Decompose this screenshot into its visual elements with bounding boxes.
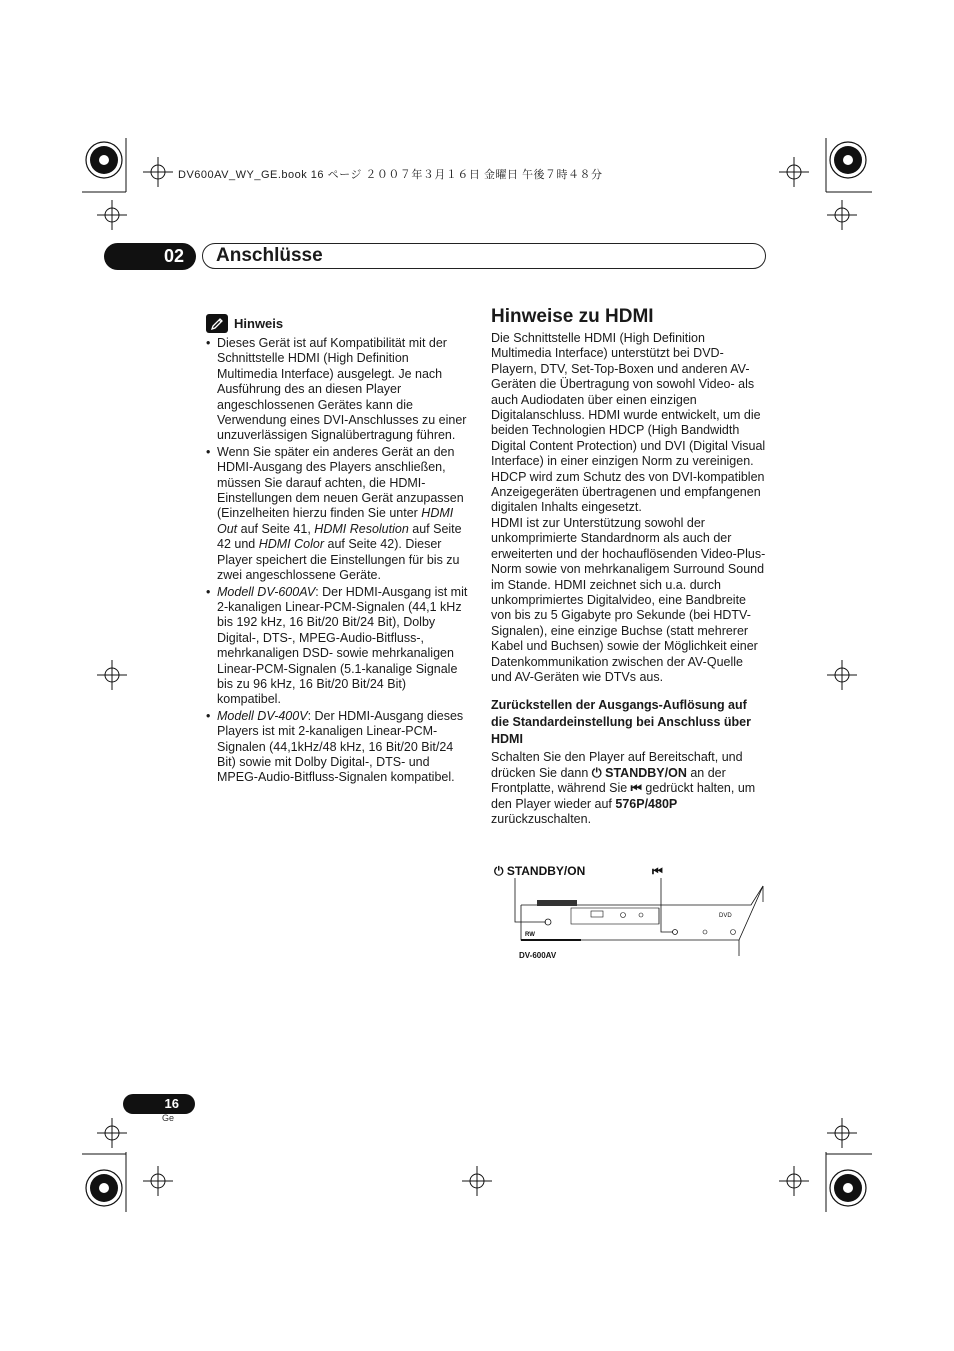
section-title: Hinweise zu HDMI xyxy=(491,306,654,327)
registration-mark-bottom-right xyxy=(812,1152,892,1232)
page-language: Ge xyxy=(162,1113,175,1123)
crosshair-mark xyxy=(143,1166,173,1196)
usb-port xyxy=(591,911,603,917)
chapter-number-badge: 02 xyxy=(104,243,196,270)
note-item-3: • Modell DV-600AV: Der HDMI-Ausgang ist mit 2-kanaligen Linear-PCM-Signalen (44,1 kHz bis 192 kHz, 16 Bit/20 Bit/24 Bit), Dolby Digital-, DTS-, MPEG-Audio-Bitfluss-, mehrkanaligen DSD- sowie mehrkanaligen Linear-PCM-Signalen (5.1-kanalige Signale bis zu 96 kHz, 16 Bit/20 Bit/24 Bit) kompatibel. xyxy=(217,585,468,708)
crosshair-mark xyxy=(779,1166,809,1196)
front-panel-figure xyxy=(491,860,771,965)
logo-plate xyxy=(537,900,577,906)
crosshair-mark xyxy=(827,660,857,690)
note-item-2: • Wenn Sie später ein anderes Gerät an den HDMI-Ausgang des Players anschließen, müssen Sie darauf achten, die HDMI-Einstellungen dem neuen Gerät anzupassen (Einzelheiten hierzu finden Sie unter HDMI Out auf Seite 41, HDMI Resolution auf Seite 42 und HDMI Color auf Seite 42). Dieser Player speichert die Einstellungen für bis zu zwei angeschlossene Geräte. xyxy=(217,445,468,584)
crosshair-mark xyxy=(97,1118,127,1148)
reset-instructions: Schalten Sie den Player auf Bereitschaft, und drücken Sie dann ⏻ STANDBY/ON an der Frontplatte, während Sie ⏮ gedrückt halten, um den Player wieder auf 576P/480P zurückzuschalten. xyxy=(491,750,756,826)
section-paragraph-1: Die Schnittstelle HDMI (High Definition Multimedia Interface) unterstützt bei DVD-Playern, DTV, Set-Top-Boxen und anderen AV-Geräten die Übertragung von sowohl Video- als auch Audiodaten über einen einzigen Digitalanschluss. HDMI wurde entwickelt, um die beiden Technologien HDCP (High Bandwidth Digital Content Protection) und DVI (Digital Visual Interface) in einer einzigen Norm zu vereinigen. HDCP wird zum Schutz des von DVI-kompatiblen Anzeigegeräten übertragenen und empfangenen digitalen Inhalts eingesetzt. xyxy=(491,331,766,515)
note-title: Hinweis xyxy=(234,315,284,331)
crosshair-mark xyxy=(97,660,127,690)
note-header xyxy=(206,314,468,333)
crosshair-mark xyxy=(827,200,857,230)
crosshair-mark xyxy=(462,1166,492,1196)
section-paragraph-2: HDMI ist zur Unterstützung sowohl der unkomprimierte Standardnorm als auch der erweiterten und der hochauflösenden Video-Plus-Norm sowie von mehrkanaligem Surround Sound im Stande. HDMI zeichnet sich u.a. durch unkomprimiertes Digitalvideo, eine Bandbreite von bis zu 5 Gigabyte pro Sekunde (bei HDTV-Signalen), eine einzige Buchse (statt mehrerer Kabel und Buchsen) sowie der Möglichkeit einer Datenkommunikation zwischen der AV-Quelle und AV-Geräten wie DTVs aus. xyxy=(491,515,766,684)
prev-label: ⏮ xyxy=(652,864,663,878)
note-item-4: • Modell DV-400V: Der HDMI-Ausgang dieses Players ist mit 2-kanaligen Linear-PCM-Signalen (44,1kHz/48 kHz, 16 Bit/20 Bit/24 Bit) sowie mit Dolby Digital-, DTS- und MPEG-Audio-Bitfluss-Signalen kompatibel. xyxy=(217,709,468,786)
crosshair-mark xyxy=(827,1118,857,1148)
hdmi-section xyxy=(491,305,767,827)
prev-button xyxy=(673,930,678,935)
file-header: DV600AV_WY_GE.book 16 ページ ２００７年３月１６日 金曜日 午後７時４８分 xyxy=(178,169,603,181)
crosshair-mark xyxy=(143,157,173,187)
svg-text:DVD: DVD xyxy=(719,913,732,919)
note-column xyxy=(206,314,468,787)
pencil-note-icon xyxy=(206,314,228,333)
note-item-1: • Dieses Gerät ist auf Kompatibilität mit der Schnittstelle HDMI (High Definition Multimedia Interface) ausgelegt. Je nach Ausführung des an diesen Player angeschlossenen Gerätes kann die Verwendung eines DVI-Anschlusses zu einer unzuverlässigen Signalübertragung führen. xyxy=(217,336,468,444)
crosshair-mark xyxy=(779,157,809,187)
subsection-title: Zurückstellen der Ausgangs-Auflösung auf die Standardeinstellung bei Anschluss über HDMI xyxy=(491,698,752,747)
model-label: DV-600AV xyxy=(519,951,557,960)
note-list xyxy=(206,336,468,786)
standby-label: ⏻ STANDBY/ON xyxy=(494,864,586,878)
page-number-badge: 16 xyxy=(123,1094,195,1114)
chapter-title: Anschlüsse xyxy=(216,245,323,266)
rw-label: RW xyxy=(525,932,535,938)
crosshair-mark xyxy=(97,200,127,230)
